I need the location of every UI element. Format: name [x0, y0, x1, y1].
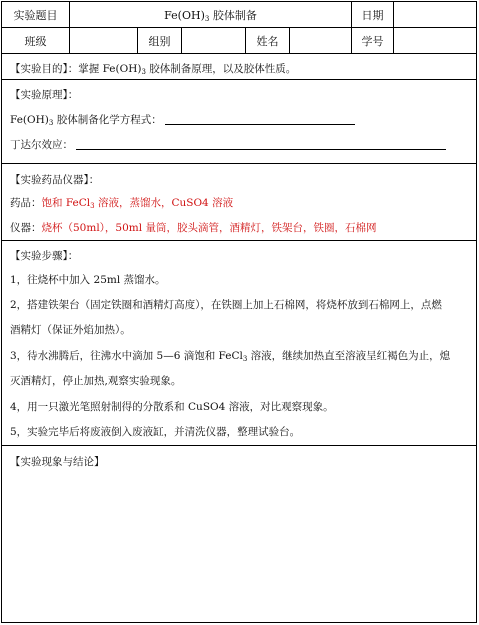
step-4: 4，用一只激光笔照射制得的分散系和 CuSO4 溶液，对比观察现象。: [10, 401, 334, 413]
principle-equation-line: [10, 112, 355, 127]
date-label-cell: [352, 2, 394, 28]
instruments-label: 仪器：: [10, 222, 42, 234]
results-heading: 【实验现象与结论】: [10, 456, 105, 468]
steps-heading: 【实验步骤】：: [10, 250, 79, 262]
equation-answer-blank[interactable]: [165, 113, 355, 125]
group-label-cell: [138, 28, 182, 54]
student-id-field[interactable]: [394, 28, 476, 54]
results-section[interactable]: [2, 446, 476, 622]
steps-section: [2, 241, 476, 446]
name-label: 姓名: [256, 34, 279, 48]
instruments-line: [10, 220, 376, 235]
step-2-line-1: 2，搭建铁架台（固定铁圈和酒精灯高度），在铁圈上加上石棉网，将烧杯放到石棉网上，点燃: [10, 299, 442, 311]
principle-section: [2, 80, 476, 164]
principle-tyndall-line: [10, 137, 446, 152]
purpose-text: 【实验目的】：掌握 $Fe(OH)_3$ 胶体制备原理，以及胶体性质。: [10, 63, 297, 76]
drugs-list: 饱和 FeCl$_3$ 溶液，蒸馏水，CuSO4 溶液: [41, 197, 234, 210]
experiment-title-cell[interactable]: [70, 2, 352, 28]
purpose-heading: 【实验目的】: [10, 63, 68, 75]
name-label-cell: [246, 28, 290, 54]
step-3-line-2: 灭酒精灯，停止加热,观察实验现象。: [10, 375, 182, 387]
experiment-title: $Fe(OH)_3$ 胶体制备: [164, 8, 257, 23]
student-id-label-cell: [352, 28, 394, 54]
name-field[interactable]: [290, 28, 352, 54]
materials-heading: 【实验药品仪器】：: [10, 174, 100, 186]
principle-heading: 【实验原理】：: [10, 89, 79, 101]
experiment-report-sheet: [1, 1, 477, 623]
date-field[interactable]: [394, 2, 476, 28]
tyndall-label: 丁达尔效应：: [10, 139, 73, 151]
step-2-line-2: 酒精灯（保证外焰加热）。: [10, 324, 131, 336]
step-5: 5，实验完毕后将废液倒入废液缸，并清洗仪器，整理试验台。: [10, 426, 301, 438]
instruments-list: 烧杯（50ml），50ml 量筒，胶头滴管，酒精灯，铁架台，铁圈，石棉网: [41, 222, 377, 234]
title-label-cell: [2, 2, 70, 28]
drugs-label: 药品：: [10, 197, 42, 209]
group-label: 组别: [148, 34, 171, 48]
tyndall-answer-blank[interactable]: [76, 138, 446, 150]
group-field[interactable]: [182, 28, 246, 54]
class-label: 班级: [24, 34, 47, 48]
step-1: 1，往烧杯中加入 25ml 蒸馏水。: [10, 274, 166, 286]
student-id-label: 学号: [361, 34, 384, 48]
equation-label: $Fe(OH)_3$ 胶体制备化学方程式：: [10, 114, 162, 127]
title-label: 实验题目: [13, 8, 58, 22]
drugs-line: [10, 195, 233, 210]
materials-section: [2, 164, 476, 241]
class-label-cell: [2, 28, 70, 54]
purpose-section: [2, 54, 476, 80]
step-3-line-1: 3，待水沸腾后，往沸水中滴加 5—6 滴饱和 FeCl$_3$ 溶液，继续加热直至溶液呈红褐色为止，熄: [10, 350, 451, 363]
class-field[interactable]: [70, 28, 138, 54]
date-label: 日期: [361, 8, 384, 22]
